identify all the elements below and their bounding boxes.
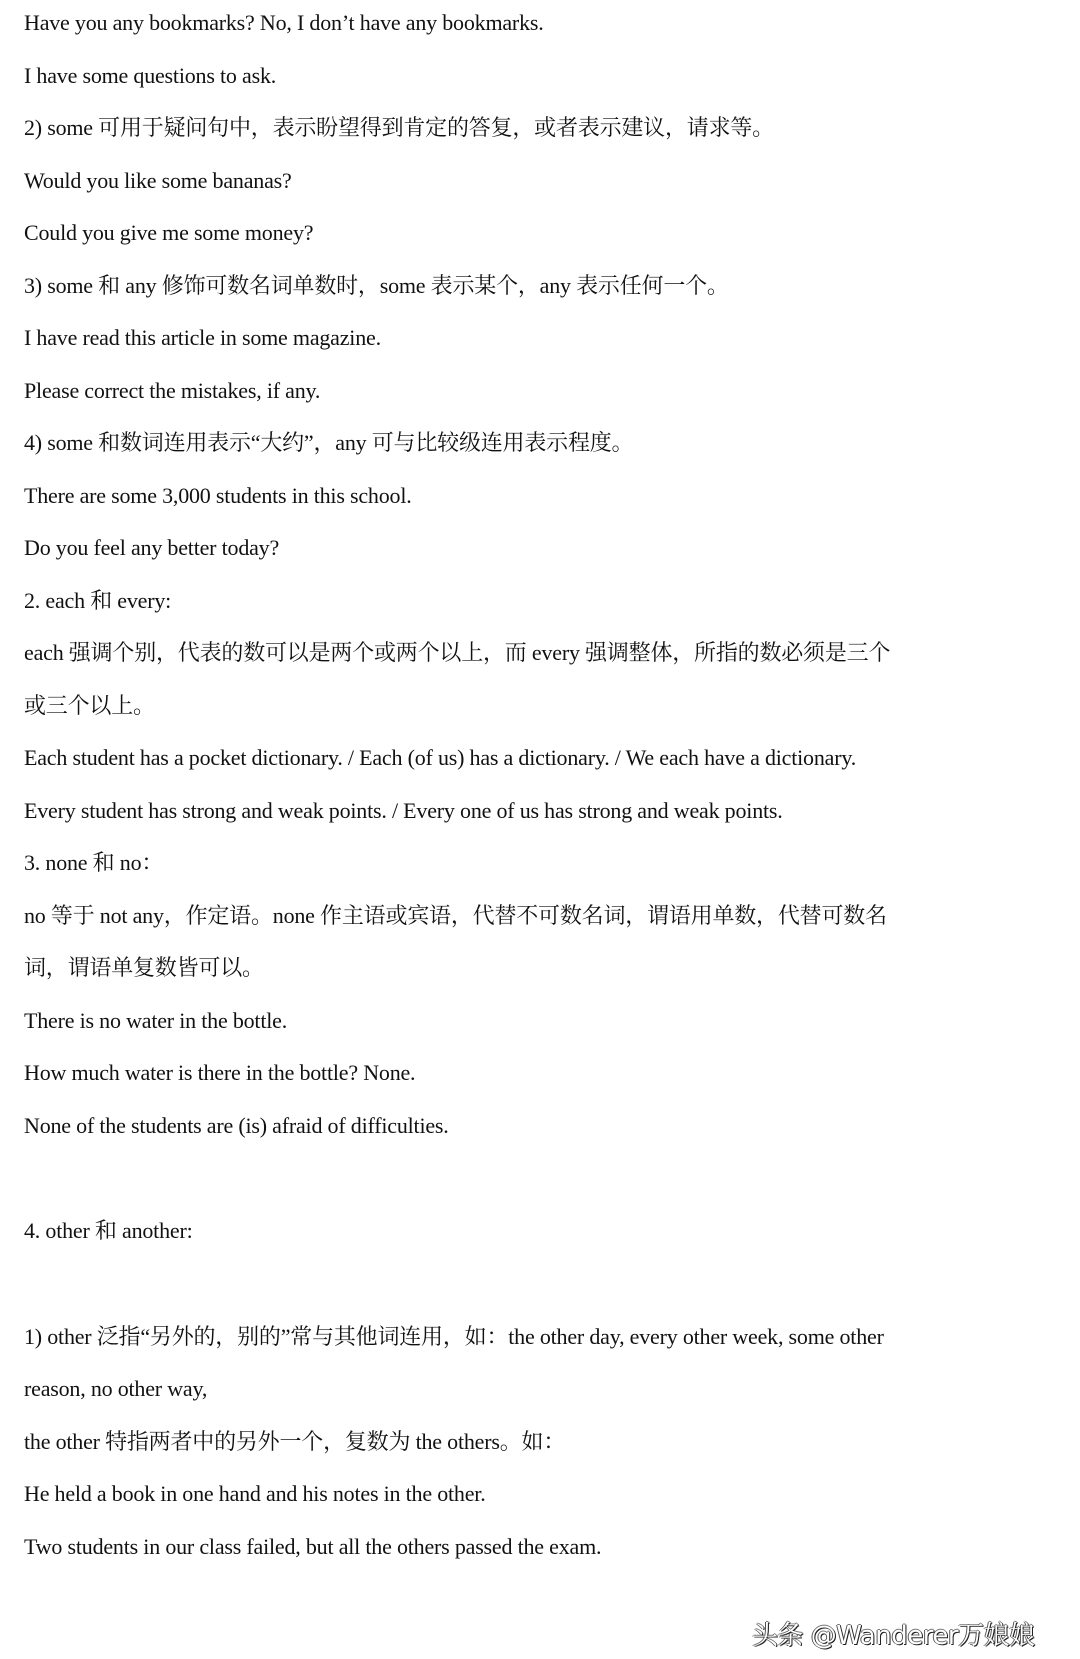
text-line: 1) other 泛指“另外的，别的”常与其他词连用，如：the other day, every other week, some other: [24, 1324, 884, 1349]
text-line: 或三个以上。: [24, 693, 155, 718]
text-line: each 强调个别，代表的数可以是两个或两个以上，而 every 强调整体，所指的数必须是三个: [24, 640, 891, 665]
text-line: Have you any bookmarks? No, I don’t have any bookmarks.: [24, 10, 544, 35]
text-line: 2) some 可用于疑问句中，表示盼望得到肯定的答复，或者表示建议，请求等。: [24, 115, 774, 140]
text-line: Every student has strong and weak points. / Every one of us has strong and weak points.: [24, 798, 783, 823]
text-line: Do you feel any better today?: [24, 535, 280, 560]
text-line: Each student has a pocket dictionary. / Each (of us) has a dictionary. / We each have a dictionary.: [24, 745, 857, 770]
text-line: None of the students are (is) afraid of difficulties.: [24, 1113, 449, 1138]
text-line: How much water is there in the bottle? None.: [24, 1060, 416, 1085]
watermark: 头条 @Wanderer万娘娘: [752, 1621, 1035, 1651]
text-line: Two students in our class failed, but all the others passed the exam.: [24, 1534, 602, 1559]
section-heading: 2. each 和 every:: [24, 588, 172, 613]
section-heading: 3. none 和 no：: [24, 850, 164, 875]
section-heading: 4. other 和 another:: [24, 1218, 193, 1243]
text-line: Would you like some bananas?: [24, 168, 292, 193]
text-line: 3) some 和 any 修饰可数名词单数时，some 表示某个，any 表示任何一个。: [24, 273, 729, 298]
text-line: 4) some 和数词连用表示“大约”，any 可与比较级连用表示程度。: [24, 430, 634, 455]
text-line: 词，谓语单复数皆可以。: [24, 955, 264, 980]
text-line: There is no water in the bottle.: [24, 1008, 288, 1033]
text-line: He held a book in one hand and his notes in the other.: [24, 1481, 486, 1506]
text-line: Could you give me some money?: [24, 220, 314, 245]
text-line: I have some questions to ask.: [24, 63, 277, 88]
text-line: no 等于 not any，作定语。none 作主语或宾语，代替不可数名词，谓语用单数，代替可数名: [24, 903, 887, 928]
text-line: I have read this article in some magazine.: [24, 325, 381, 350]
text-line: the other 特指两者中的另外一个，复数为 the others。如：: [24, 1429, 566, 1454]
text-line: Please correct the mistakes, if any.: [24, 378, 321, 403]
text-line: reason, no other way,: [24, 1376, 208, 1401]
text-line: There are some 3,000 students in this school.: [24, 483, 412, 508]
